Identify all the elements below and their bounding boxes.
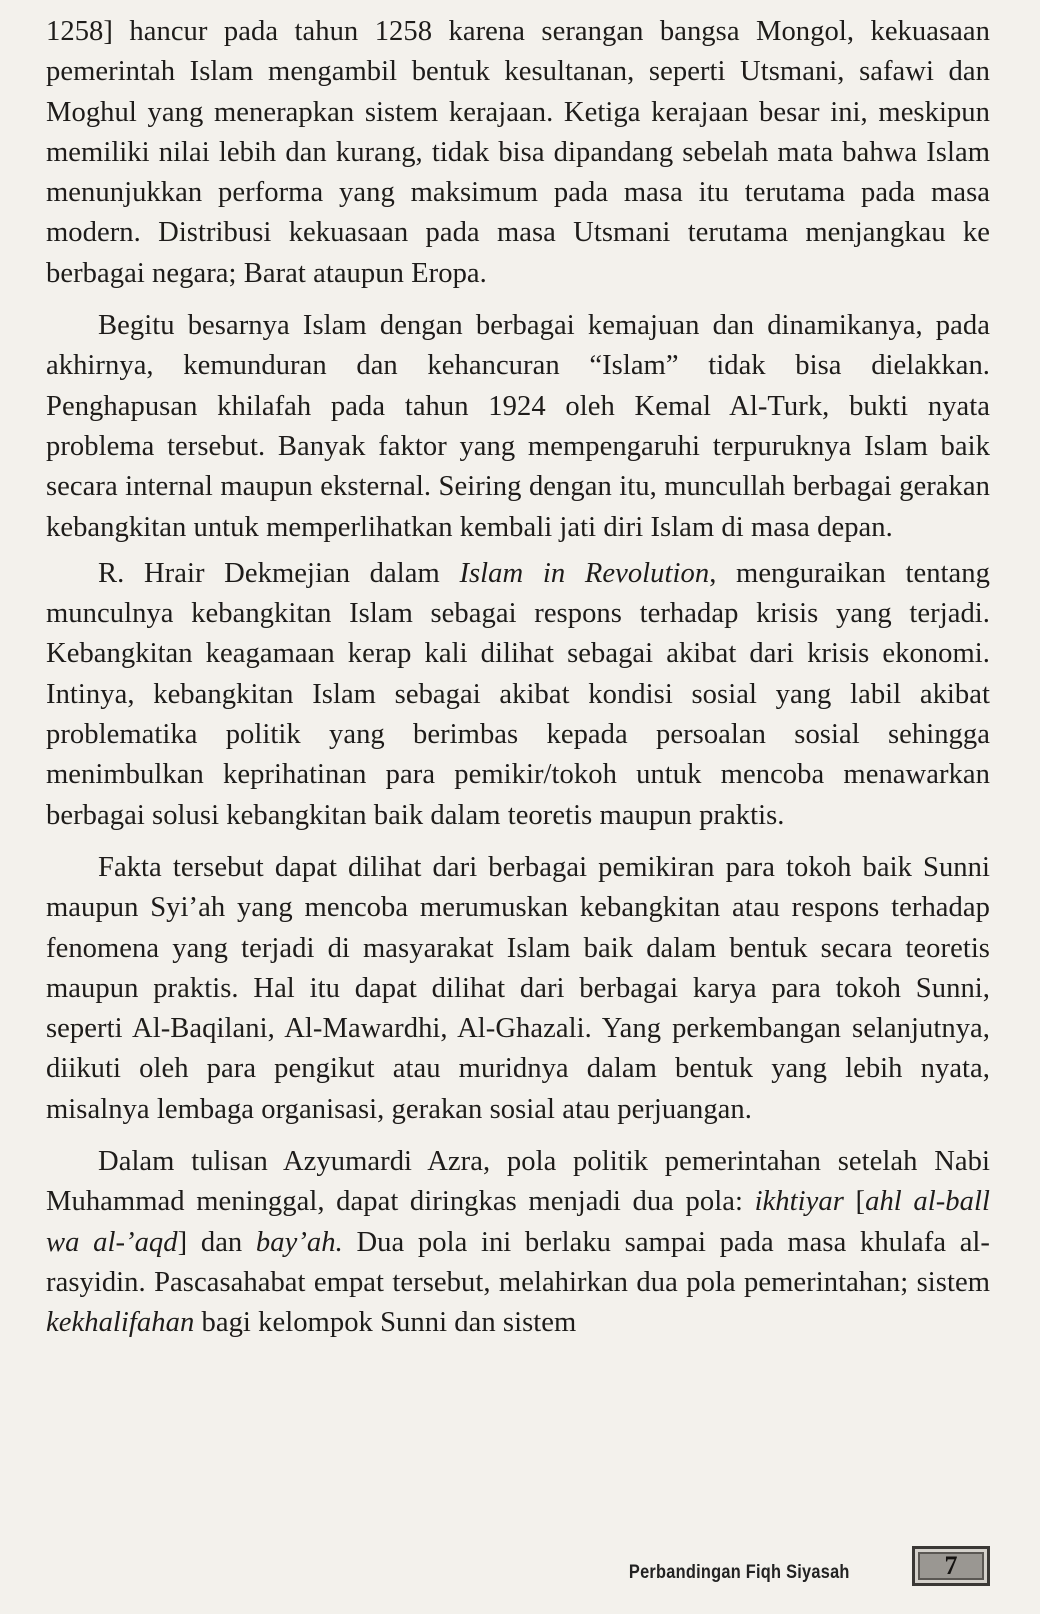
body-text bbox=[46, 12, 990, 1344]
page-number: 7 bbox=[944, 1551, 958, 1580]
paragraph-5: Dalam tulisan Azyumardi Azra, pola politik pemerintahan setelah Nabi Muhammad meninggal, dapat diringkas menjadi dua pola: ikhtiyar [ahl al-ball wa al-’aqd] dan bay’ah. Dua pola ini berlaku sampai pada masa khulafa al-rasyidin. Pascasahabat empat tersebut, melahirkan dua pola pemerintahan; sistem kekhalifahan bagi kelompok Sunni dan sistem bbox=[46, 1146, 990, 1339]
page-number-box bbox=[912, 1546, 990, 1586]
paragraph-1: 1258] hancur pada tahun 1258 karena serangan bangsa Mongol, kekuasaan pemerintah Islam mengambil bentuk kesultanan, seperti Utsmani, safawi dan Moghul yang menerapkan sistem kerajaan. Ketiga kerajaan besar ini, meskipun memiliki nilai lebih dan kurang, tidak bisa dipandang sebelah mata bahwa Islam menunjukkan performa yang maksimum pada masa itu terutama pada masa modern. Distribusi kekuasaan pada masa Utsmani terutama menjangkau ke berbagai negara; Barat ataupun Eropa. bbox=[46, 16, 990, 289]
paragraph-2: Begitu besarnya Islam dengan berbagai kemajuan dan dinamikanya, pada akhirnya, kemunduran dan kehancuran “Islam” tidak bisa dielakkan. Penghapusan khilafah pada tahun 1924 oleh Kemal Al-Turk, bukti nyata problema tersebut. Banyak faktor yang mempengaruhi terpuruknya Islam baik secara internal maupun eksternal. Seiring dengan itu, muncullah berbagai gerakan kebangkitan untuk memperlihatkan kembali jati diri Islam di masa depan. bbox=[46, 310, 990, 543]
paragraph-3: R. Hrair Dekmejian dalam Islam in Revolution, menguraikan tentang munculnya kebangkitan Islam sebagai respons terhadap krisis yang terjadi. Kebangkitan keagamaan kerap kali dilihat sebagai akibat dari krisis ekonomi. Intinya, kebangkitan Islam sebagai akibat kondisi sosial yang labil akibat problematika politik yang berimbas kepada persoalan sosial sehingga menimbulkan keprihatinan para pemikir/tokoh untuk mencoba menawarkan berbagai solusi kebangkitan baik dalam teoretis maupun praktis. bbox=[46, 557, 990, 831]
running-footer-title: Perbandingan Fiqh Siyasah bbox=[629, 1562, 850, 1583]
paragraph-4: Fakta tersebut dapat dilihat dari berbagai pemikiran para tokoh baik Sunni maupun Syi’ah yang mencoba merumuskan kebangkitan atau respons terhadap fenomena yang terjadi di masyarakat Islam baik dalam bentuk secara teoretis maupun praktis. Hal itu dapat dilihat dari berbagai karya para tokoh Sunni, seperti Al-Baqilani, Al-Mawardhi, Al-Ghazali. Yang perkembangan selanjutnya, diikuti oleh para pengikut atau muridnya dalam bentuk yang lebih nyata, misalnya lembaga organisasi, gerakan sosial atau perjuangan. bbox=[46, 851, 990, 1125]
